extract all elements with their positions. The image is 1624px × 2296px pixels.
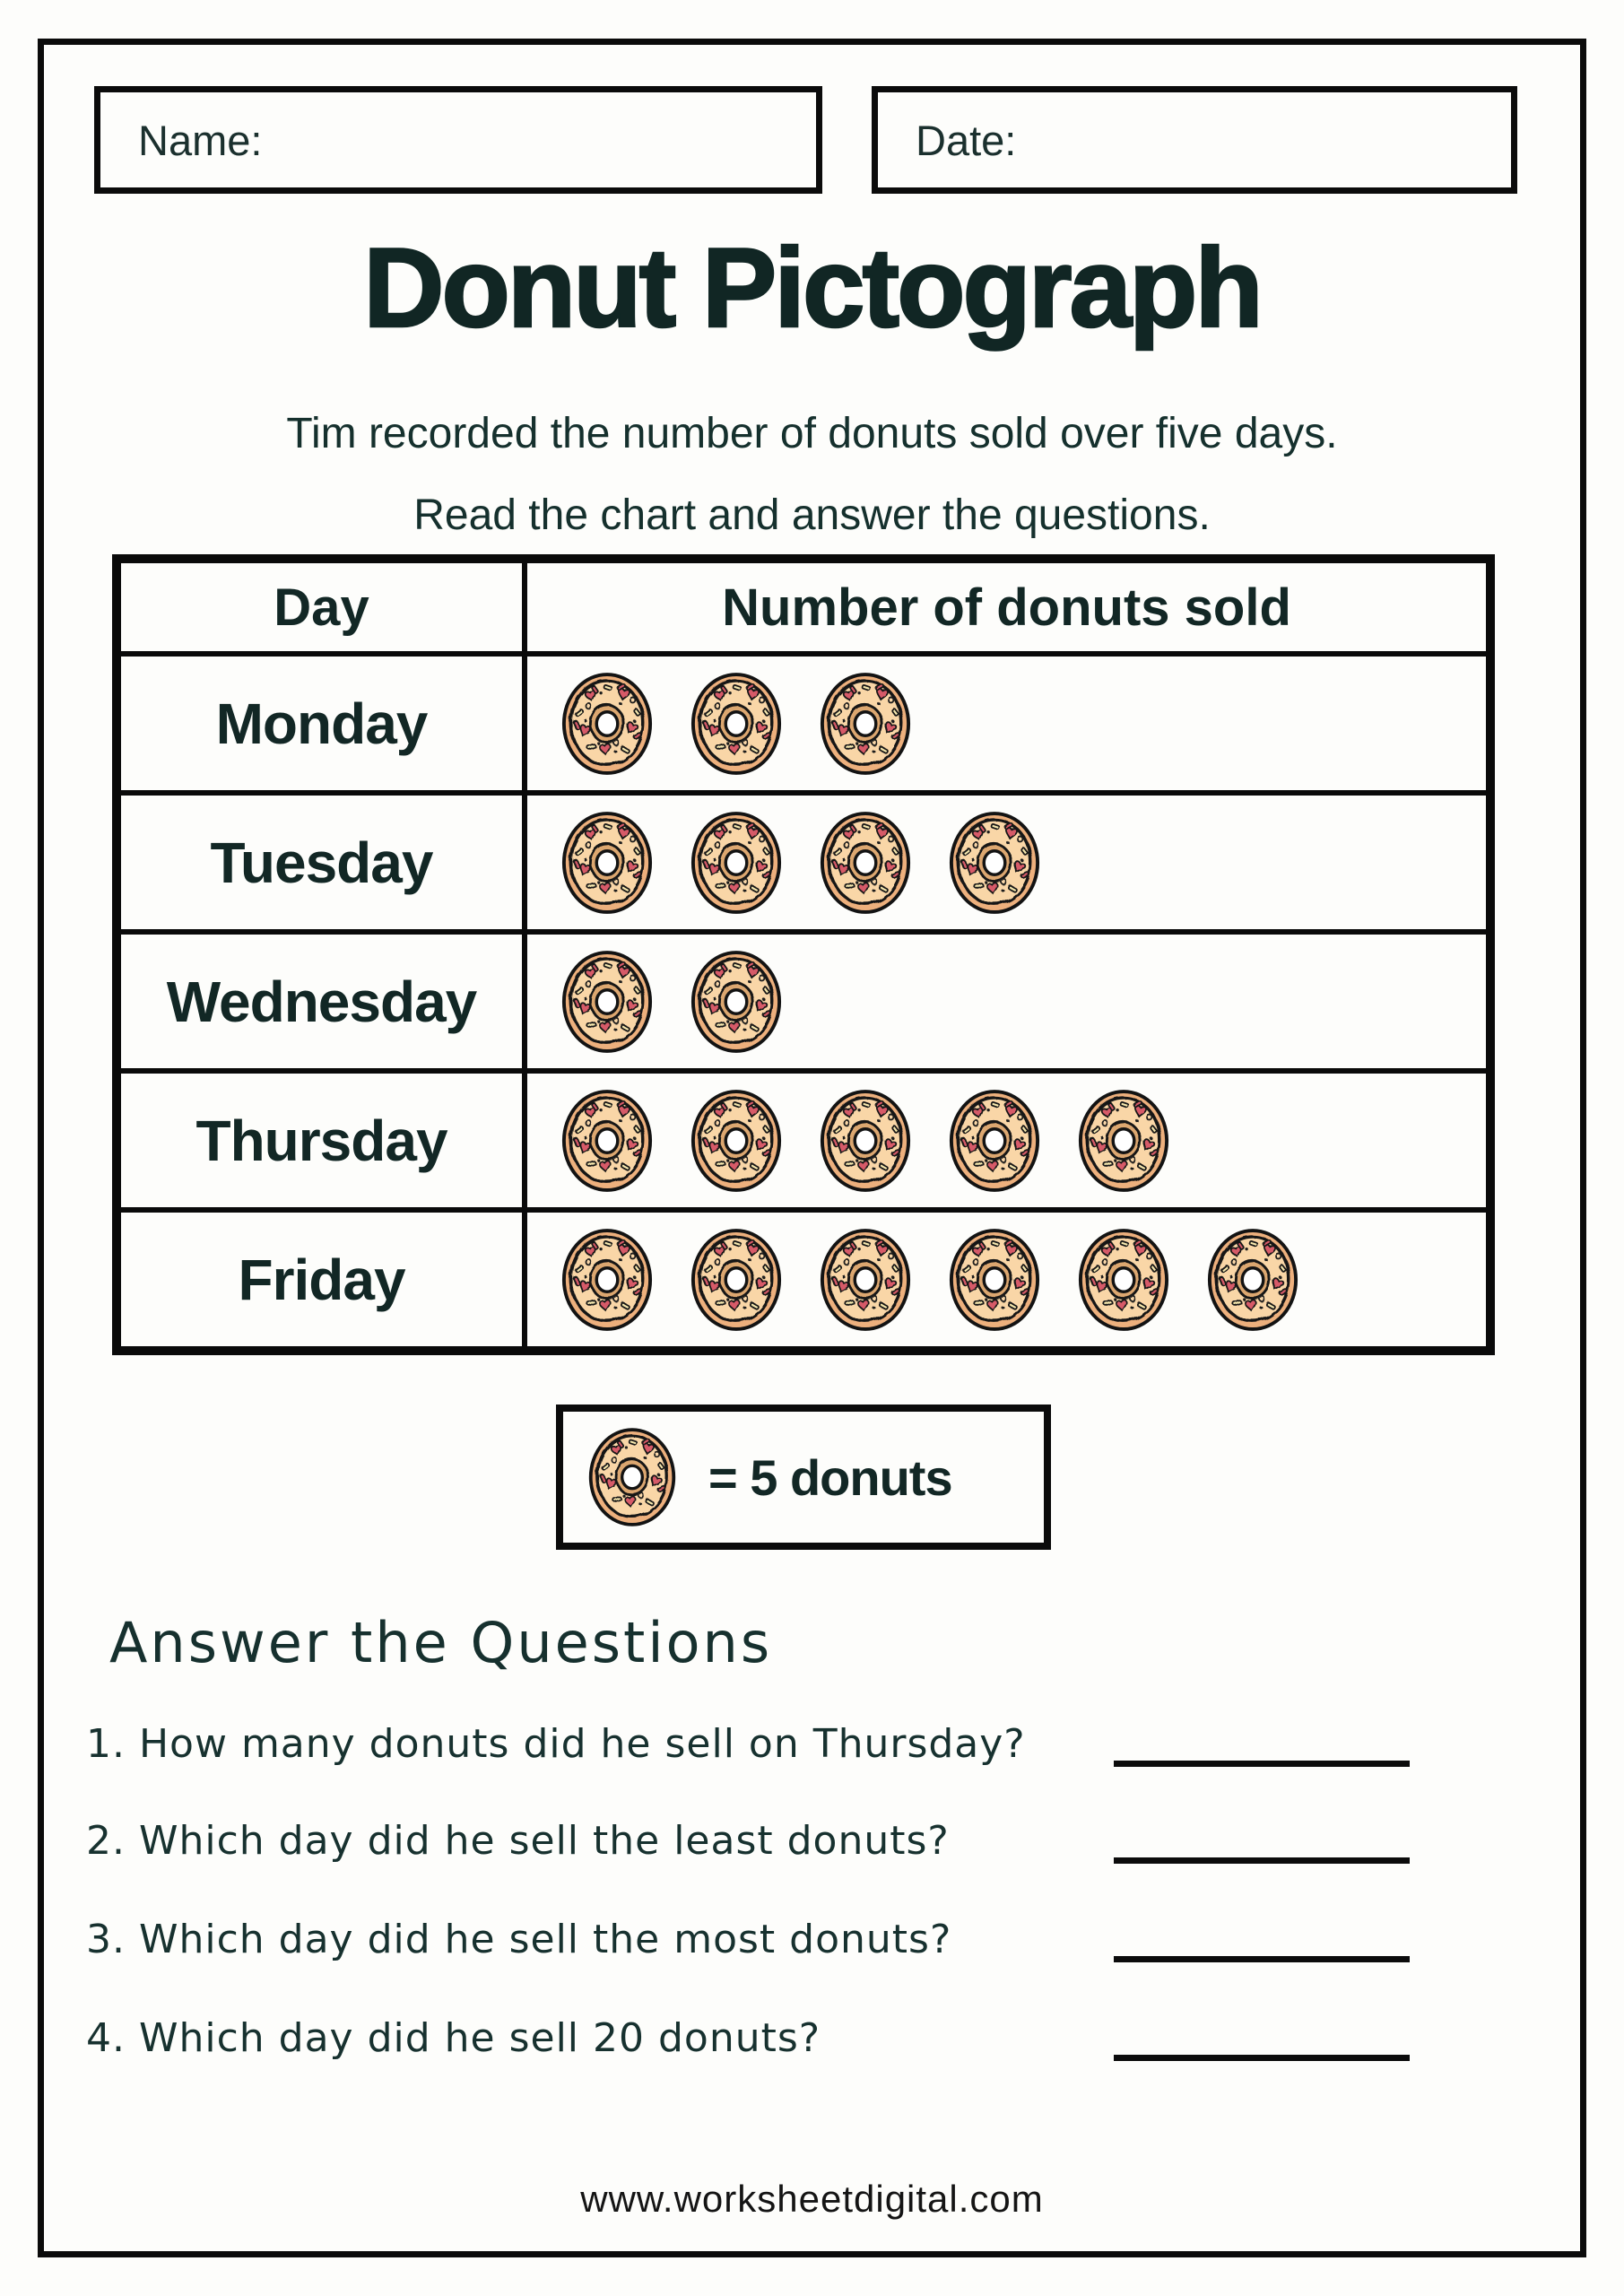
- pictograph-key: [556, 1405, 1051, 1550]
- answer-line-1[interactable]: [1114, 1761, 1410, 1767]
- name-label: Name:: [138, 116, 263, 164]
- page-title: Donut Pictograph: [363, 226, 1261, 351]
- donut-row-tuesday: [525, 793, 1489, 932]
- donut-icon: [560, 809, 655, 917]
- day-label-wednesday: Wednesday: [118, 932, 525, 1071]
- donut-icon: [947, 809, 1042, 917]
- donut-icon: [560, 1226, 655, 1334]
- date-label: Date:: [916, 116, 1017, 164]
- day-label-friday: Friday: [118, 1210, 525, 1349]
- question-2-text: 2. Which day did he sell the least donuts?: [86, 1817, 950, 1864]
- question-1-text: 1. How many donuts did he sell on Thursday?: [86, 1720, 1026, 1767]
- donut-icon: [560, 1087, 655, 1195]
- key-donut-icon: [586, 1424, 678, 1530]
- donut-icon: [818, 670, 913, 778]
- answer-line-4[interactable]: [1114, 2055, 1410, 2061]
- donut-icon: [1076, 1087, 1171, 1195]
- donut-icon: [560, 670, 655, 778]
- donut-row-monday: [525, 654, 1489, 793]
- donut-icon: [818, 1087, 913, 1195]
- donut-icon: [689, 670, 784, 778]
- donut-icon: [1076, 1226, 1171, 1334]
- day-label-tuesday: Tuesday: [118, 793, 525, 932]
- footer-url: www.worksheetdigital.com: [580, 2178, 1044, 2220]
- donut-row-friday: [525, 1210, 1489, 1349]
- donut-icon: [818, 1226, 913, 1334]
- donut-icon: [689, 1226, 784, 1334]
- question-3-text: 3. Which day did he sell the most donuts?: [86, 1916, 952, 1962]
- name-input-box[interactable]: [94, 86, 822, 194]
- questions-heading: Answer the Questions: [109, 1610, 773, 1675]
- subtitle-line-1: Tim recorded the number of donuts sold over five days.: [286, 410, 1338, 457]
- column-header-day: Day: [118, 561, 525, 654]
- answer-line-2[interactable]: [1114, 1857, 1410, 1864]
- question-row-4: [86, 2009, 1410, 2066]
- subtitle-line-2: Read the chart and answer the questions.: [413, 491, 1211, 539]
- donut-icon: [818, 809, 913, 917]
- column-header-count: Number of donuts sold: [525, 561, 1489, 654]
- question-4-text: 4. Which day did he sell 20 donuts?: [86, 2014, 821, 2061]
- question-row-3: [86, 1910, 1410, 1968]
- donut-icon: [560, 948, 655, 1056]
- date-input-box[interactable]: [872, 86, 1517, 194]
- day-label-thursday: Thursday: [118, 1071, 525, 1210]
- day-label-monday: Monday: [118, 654, 525, 793]
- pictograph-table: [112, 554, 1495, 1355]
- page-subtitle: [0, 393, 1624, 556]
- key-text: = 5 donuts: [708, 1448, 952, 1506]
- donut-icon: [689, 1087, 784, 1195]
- donut-row-wednesday: [525, 932, 1489, 1071]
- answer-line-3[interactable]: [1114, 1956, 1410, 1962]
- question-row-1: [86, 1715, 1410, 1772]
- donut-row-thursday: [525, 1071, 1489, 1210]
- donut-icon: [1205, 1226, 1300, 1334]
- question-row-2: [86, 1812, 1410, 1869]
- donut-icon: [689, 948, 784, 1056]
- donut-icon: [947, 1226, 1042, 1334]
- donut-icon: [947, 1087, 1042, 1195]
- donut-icon: [689, 809, 784, 917]
